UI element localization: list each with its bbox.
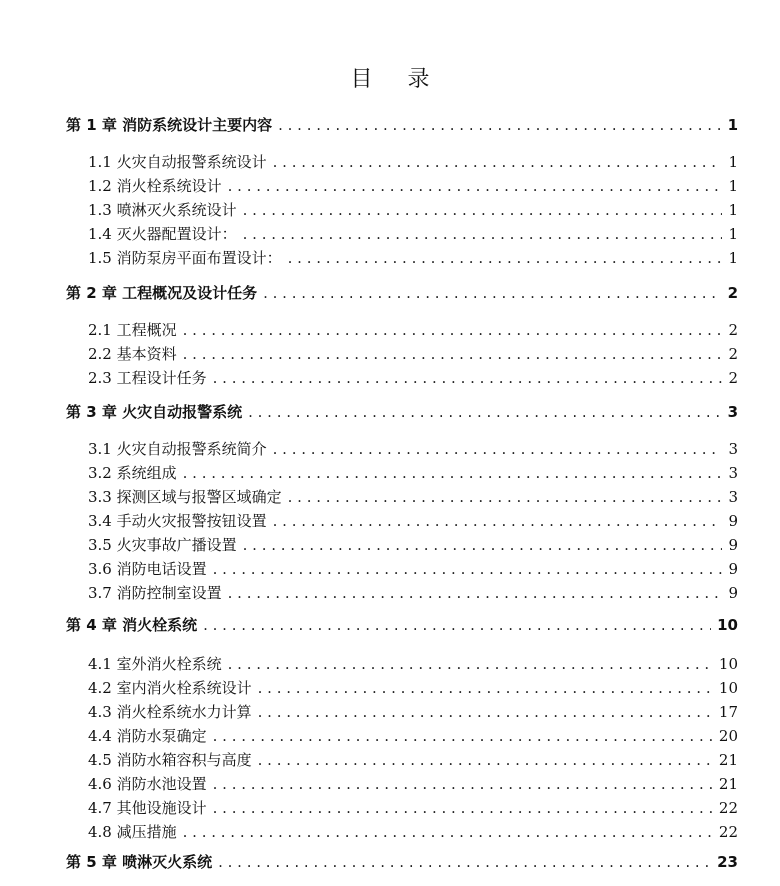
page-number: 2	[728, 369, 738, 387]
page-number: 2	[728, 321, 738, 339]
toc-chapter-5[interactable]	[66, 851, 738, 872]
dot-leader	[213, 799, 713, 817]
toc-section-3-4[interactable]	[88, 510, 738, 531]
toc-section-1-3[interactable]	[88, 199, 738, 220]
section-title: 1.3 喷淋灭火系统设计	[88, 201, 237, 219]
page-number: 1	[728, 225, 738, 243]
section-title: 2.1 工程概况	[88, 321, 177, 339]
page-number: 2	[727, 284, 738, 302]
dot-leader	[183, 464, 723, 482]
page-number: 21	[718, 751, 738, 769]
section-title: 4.5 消防水箱容积与高度	[88, 751, 252, 769]
page-number: 3	[727, 403, 738, 421]
page-number: 9	[728, 536, 738, 554]
page-number: 2	[728, 345, 738, 363]
toc-section-4-6[interactable]	[88, 773, 738, 794]
dot-leader	[288, 488, 723, 506]
section-title: 4.4 消防水泵确定	[88, 727, 207, 745]
toc-section-4-2[interactable]	[88, 677, 738, 698]
dot-leader	[213, 727, 713, 745]
dot-leader	[183, 345, 723, 363]
toc-section-1-1[interactable]	[88, 151, 738, 172]
dot-leader	[228, 177, 723, 195]
dot-leader	[203, 616, 711, 634]
dot-leader	[243, 201, 723, 219]
toc-section-1-5[interactable]	[88, 247, 738, 268]
chapter-title: 第 4 章 消火栓系统	[66, 616, 198, 634]
toc-chapter-1[interactable]	[66, 114, 738, 135]
section-title: 4.2 室内消火栓系统设计	[88, 679, 252, 697]
page-number: 22	[718, 823, 738, 841]
section-title: 3.4 手动火灾报警按钮设置	[88, 512, 267, 530]
chapter-title: 第 2 章 工程概况及设计任务	[66, 284, 258, 302]
section-title: 3.5 火灾事故广播设置	[88, 536, 237, 554]
dot-leader	[243, 536, 723, 554]
toc-chapter-3[interactable]	[66, 401, 738, 422]
section-title: 4.7 其他设施设计	[88, 799, 207, 817]
toc-section-3-7[interactable]	[88, 582, 738, 603]
section-title: 2.3 工程设计任务	[88, 369, 207, 387]
page-number: 17	[718, 703, 738, 721]
page-number: 3	[728, 488, 738, 506]
dot-leader	[243, 225, 723, 243]
page-number: 3	[728, 464, 738, 482]
dot-leader	[228, 584, 723, 602]
dot-leader	[273, 440, 723, 458]
section-title: 3.6 消防电话设置	[88, 560, 207, 578]
dot-leader	[183, 823, 713, 841]
section-title: 2.2 基本资料	[88, 345, 177, 363]
toc-section-3-1[interactable]	[88, 438, 738, 459]
page-number: 10	[717, 616, 738, 634]
dot-leader	[218, 853, 711, 871]
dot-leader	[258, 703, 713, 721]
toc-section-2-2[interactable]	[88, 343, 738, 364]
section-title: 1.2 消火栓系统设计	[88, 177, 222, 195]
section-title: 4.1 室外消火栓系统	[88, 655, 222, 673]
toc-section-4-5[interactable]	[88, 749, 738, 770]
toc-section-3-3[interactable]	[88, 486, 738, 507]
page-number: 23	[717, 853, 738, 871]
section-title: 3.7 消防控制室设置	[88, 584, 222, 602]
dot-leader	[258, 751, 713, 769]
section-title: 1.4 灭火器配置设计：	[88, 225, 237, 243]
toc-chapter-4[interactable]	[66, 614, 738, 635]
section-title: 3.1 火灾自动报警系统简介	[88, 440, 267, 458]
page-number: 1	[728, 153, 738, 171]
page-number: 1	[728, 249, 738, 267]
dot-leader	[273, 153, 723, 171]
toc-section-3-5[interactable]	[88, 534, 738, 555]
chapter-title: 第 1 章 消防系统设计主要内容	[66, 116, 273, 134]
dot-leader	[258, 679, 713, 697]
dot-leader	[213, 369, 723, 387]
toc-section-4-1[interactable]	[88, 653, 738, 674]
page-number: 9	[728, 560, 738, 578]
page-number: 20	[718, 727, 738, 745]
page-number: 10	[718, 679, 738, 697]
page-number: 10	[718, 655, 738, 673]
section-title: 1.1 火灾自动报警系统设计	[88, 153, 267, 171]
page-number: 22	[718, 799, 738, 817]
dot-leader	[213, 560, 723, 578]
chapter-title: 第 5 章 喷淋灭火系统	[66, 853, 213, 871]
page-number: 1	[728, 201, 738, 219]
toc-section-1-2[interactable]	[88, 175, 738, 196]
dot-leader	[213, 775, 713, 793]
dot-leader	[273, 512, 723, 530]
toc-section-1-4[interactable]	[88, 223, 738, 244]
toc-section-4-4[interactable]	[88, 725, 738, 746]
chapter-title: 第 3 章 火灾自动报警系统	[66, 403, 243, 421]
section-title: 4.3 消火栓系统水力计算	[88, 703, 252, 721]
toc-section-4-8[interactable]	[88, 821, 738, 842]
dot-leader	[263, 284, 721, 302]
toc-title: 目 录	[350, 67, 444, 92]
section-title: 4.6 消防水池设置	[88, 775, 207, 793]
page-number: 21	[718, 775, 738, 793]
toc-section-4-7[interactable]	[88, 797, 738, 818]
section-title: 4.8 减压措施	[88, 823, 177, 841]
toc-chapter-2[interactable]	[66, 282, 738, 303]
dot-leader	[288, 249, 723, 267]
page-number: 1	[728, 177, 738, 195]
section-title: 3.2 系统组成	[88, 464, 177, 482]
dot-leader	[248, 403, 721, 421]
page-number: 1	[727, 116, 738, 134]
section-title: 3.3 探测区域与报警区域确定	[88, 488, 282, 506]
toc-section-2-3[interactable]	[88, 367, 738, 388]
toc-section-3-2[interactable]	[88, 462, 738, 483]
dot-leader	[183, 321, 723, 339]
dot-leader	[278, 116, 721, 134]
toc-section-3-6[interactable]	[88, 558, 738, 579]
page-number: 9	[728, 512, 738, 530]
toc-section-2-1[interactable]	[88, 319, 738, 340]
dot-leader	[228, 655, 713, 673]
page-number: 9	[728, 584, 738, 602]
section-title: 1.5 消防泵房平面布置设计：	[88, 249, 282, 267]
toc-section-4-3[interactable]	[88, 701, 738, 722]
page-number: 3	[728, 440, 738, 458]
